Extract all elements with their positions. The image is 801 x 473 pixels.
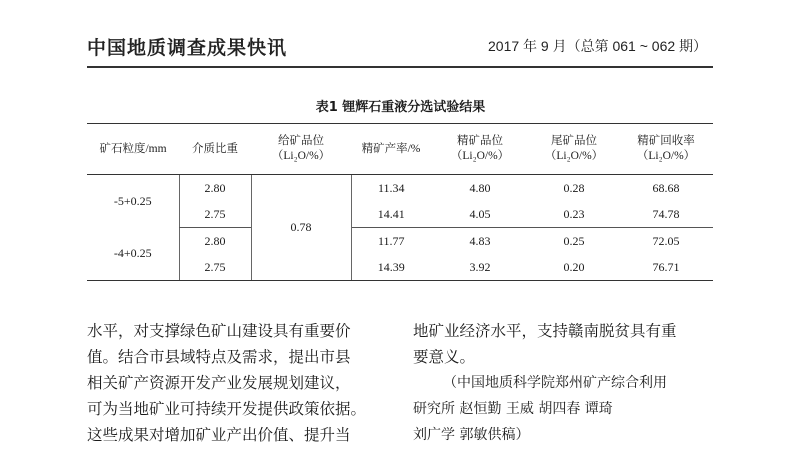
- density-cell: 2.80: [179, 228, 251, 255]
- col-header-yield: 精矿产率/%: [351, 124, 431, 175]
- tail-grade-cell: 0.28: [563, 180, 585, 195]
- yield-cell: 11.77: [377, 233, 405, 248]
- table-title: 表1 锂辉石重液分选试验结果: [315, 100, 486, 115]
- tail-grade-cell: 0.20: [529, 254, 619, 281]
- table-header-row: [87, 124, 713, 175]
- table-row: [87, 254, 713, 281]
- density-cell: 2.80: [179, 175, 251, 202]
- credit-line: 刘广学 郭敏供稿）: [413, 427, 530, 443]
- results-table: [87, 123, 713, 281]
- conc-grade-cell: 4.05: [431, 201, 529, 228]
- feed-grade-cell: 0.78: [251, 175, 351, 281]
- density-cell: 2.75: [179, 254, 251, 281]
- conc-grade-cell: 3.92: [431, 254, 529, 281]
- body-text-left: [87, 318, 366, 448]
- size-cell: -4+0.25: [87, 228, 179, 281]
- size-cell: -5+0.25: [113, 193, 152, 208]
- credit-line: （中国地质科学院郑州矿产综合利用: [443, 375, 667, 391]
- body-line: 可为当地矿业可持续开发提供政策依据。: [87, 400, 367, 418]
- recovery-cell: 76.71: [619, 254, 713, 281]
- recovery-cell: 74.78: [619, 201, 713, 228]
- table-row: [87, 228, 713, 255]
- body-line: 相关矿产资源开发产业发展规划建议，: [87, 374, 351, 392]
- conc-grade-cell: 4.80: [469, 180, 491, 195]
- issue-info: 2017 年 9 月（总第 061 ~ 062 期）: [488, 38, 708, 54]
- density-cell: 2.75: [179, 201, 251, 228]
- recovery-cell: 72.05: [652, 233, 680, 248]
- col-header-density: 介质比重: [179, 124, 251, 175]
- body-line: 值。结合市县域特点及需求，提出市县: [87, 348, 351, 366]
- yield-cell: 11.34: [377, 180, 405, 195]
- table-row: [87, 201, 713, 228]
- yield-cell: 14.41: [351, 201, 431, 228]
- body-text-right: [413, 318, 677, 448]
- tail-grade-cell: 0.25: [563, 233, 585, 248]
- body-line: 水平，对支撑绿色矿山建设具有重要价: [87, 322, 351, 340]
- tail-grade-cell: 0.23: [529, 201, 619, 228]
- recovery-cell: 68.68: [652, 180, 680, 195]
- col-header-feed-grade: 给矿品位 （Li₂O/%）: [251, 124, 351, 175]
- conc-grade-cell: 4.83: [469, 233, 491, 248]
- col-header-size: 矿石粒度/mm: [87, 124, 179, 175]
- body-line: 地矿业经济水平，支持赣南脱贫具有重: [413, 322, 677, 340]
- table-row: [87, 175, 713, 202]
- credit-line: 研究所 赵恒勤 王威 胡四春 谭琦: [413, 401, 613, 417]
- journal-title: 中国地质调查成果快讯: [87, 37, 288, 59]
- yield-cell: 14.39: [351, 254, 431, 281]
- body-line: 要意义。: [413, 348, 476, 366]
- col-header-tail-grade: 尾矿品位 （Li₂O/%）: [529, 124, 619, 175]
- body-line: 这些成果对增加矿业产出价值、提升当: [87, 426, 351, 444]
- col-header-recovery: 精矿回收率 （Li₂O/%）: [619, 124, 713, 175]
- header-divider: [87, 66, 713, 68]
- col-header-conc-grade: 精矿品位 （Li₂O/%）: [431, 124, 529, 175]
